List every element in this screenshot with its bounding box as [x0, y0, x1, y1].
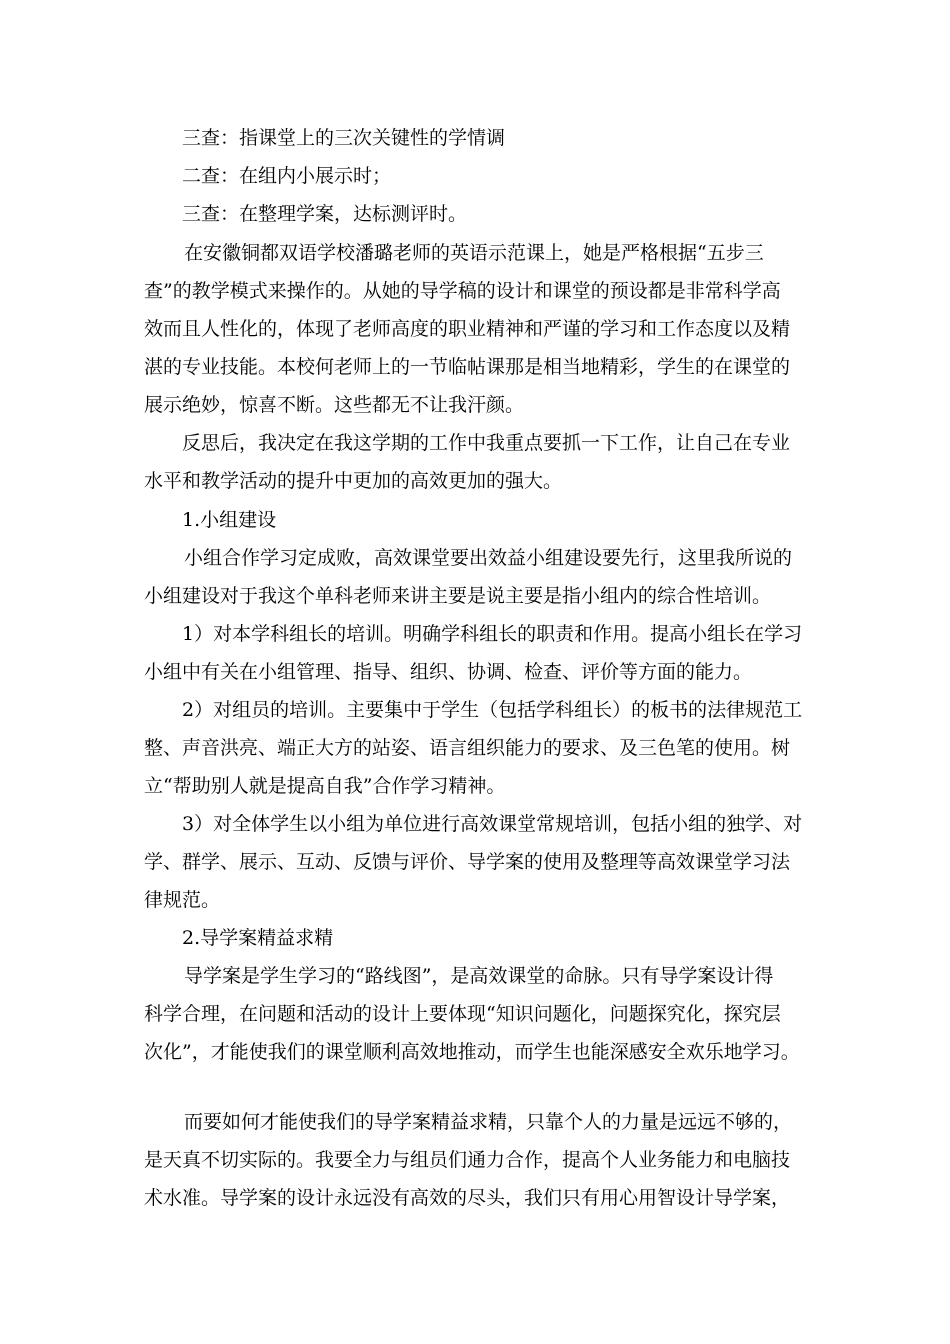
text-line: 次化”，才能使我们的课堂顺利高效地推动，而学生也能深感安全欢乐地学习。 [144, 1041, 800, 1063]
text-line: 律规范。 [144, 889, 221, 911]
text-line: 立“帮助别人就是提高自我”合作学习精神。 [144, 775, 506, 797]
text-line: 小组建设对于我这个单科老师来讲主要是说主要是指小组内的综合性培训。 [144, 585, 772, 607]
text-line: 科学合理，在问题和活动的设计上要体现“知识问题化，问题探究化，探究层 [144, 1003, 781, 1025]
section-heading: 1.小组建设 [182, 509, 277, 531]
text-line: 三查：指课堂上的三次关键性的学情调 [182, 127, 506, 149]
text-line: 学、群学、展示、互动、反馈与评价、导学案的使用及整理等高效课堂学习法 [144, 851, 791, 873]
text-line: 三查：在整理学案，达标测评时。 [182, 203, 468, 225]
text-line: 整、声音洪亮、端正大方的站姿、语言组织能力的要求、及三色笔的使用。树 [144, 737, 791, 759]
text-line: 是天真不切实际的。我要全力与组员们通力合作，提高个人业务能力和电脑技 [144, 1149, 791, 1171]
text-line: 查”的教学模式来操作的。从她的导学稿的设计和课堂的预设都是非常科学高 [144, 280, 781, 302]
list-item-first-line: 3）对全体学生以小组为单位进行高效课堂常规培训，包括小组的独学、对 [182, 813, 803, 835]
paragraph-first-line: 反思后，我决定在我这学期的工作中我重点要抓一下工作，让自己在专业 [182, 432, 791, 454]
text-line: 小组中有关在小组管理、指导、组织、协调、检查、评价等方面的能力。 [144, 661, 753, 683]
paragraph-first-line: 在安徽铜都双语学校潘璐老师的英语示范课上，她是严格根据“五步三 [184, 242, 764, 264]
section-heading: 2.导学案精益求精 [182, 927, 334, 949]
paragraph-first-line: 导学案是学生学习的“路线图”，是高效课堂的命脉。只有导学案设计得 [184, 965, 774, 987]
text-line: 二查：在组内小展示时； [182, 165, 392, 187]
paragraph-first-line: 小组合作学习定成败，高效课堂要出效益小组建设要先行，这里我所说的 [184, 547, 793, 569]
text-line: 效而且人性化的，体现了老师高度的职业精神和严谨的学习和工作态度以及精 [144, 318, 791, 340]
text-line: 湛的专业技能。本校何老师上的一节临帖课那是相当地精彩，学生的在课堂的 [144, 356, 791, 378]
paragraph-first-line: 而要如何才能使我们的导学案精益求精，只靠个人的力量是远远不够的， [184, 1111, 793, 1133]
text-line: 术水准。导学案的设计永远没有高效的尽头，我们只有用心用智设计导学案， [144, 1187, 791, 1209]
text-line: 展示绝妙，惊喜不断。这些都无不让我汗颜。 [144, 394, 525, 416]
list-item-first-line: 1）对本学科组长的培训。明确学科组长的职责和作用。提高小组长在学习 [182, 623, 803, 645]
list-item-first-line: 2）对组员的培训。主要集中于学生（包括学科组长）的板书的法律规范工 [182, 699, 803, 721]
text-line: 水平和教学活动的提升中更加的高效更加的强大。 [144, 470, 563, 492]
